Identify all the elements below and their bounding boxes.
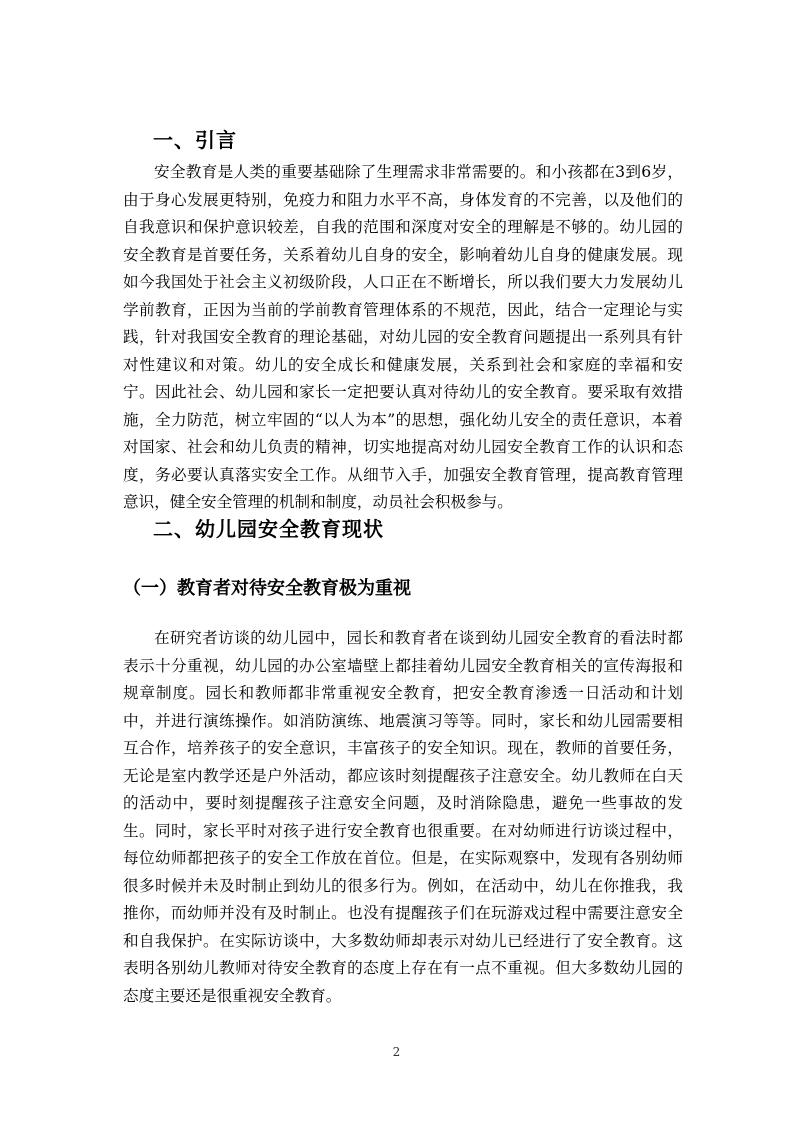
subsection-heading-educators-value-safety: （一）教育者对待安全教育极为重视 [123, 578, 411, 599]
page-number: 2 [392, 1045, 401, 1059]
introduction-paragraph: 安全教育是人类的重要基础除了生理需求非常需要的。和小孩都在3到6岁，由于身心发展更特别，免疫力和阻力水平不高，身体发育的不完善，以及他们的自我意识和保护意识较差，自我的范围和深度对安全的理解是不够的。幼儿园的安全教育是首要任务，关系着幼儿自身的安全，影响着幼儿自身的健康发展。现如今我国处于社会主义初级阶段，人口正在不断增长，所以我们要大力发展幼儿学前教育，正因为当前的学前教育管理体系的不规范，因此，结合一定理论与实践，针对我国安全教育的理论基础，对幼儿园的安全教育问题提出一系列具有针对性建议和对策。幼儿的安全成长和健康发展，关系到社会和家庭的幸福和安宁。因此社会、幼儿园和家长一定把要认真对待幼儿的安全教育。要采取有效措施，全力防范，树立牢固的“以人为本”的思想，强化幼儿安全的责任意识，本着对国家、社会和幼儿负责的精神，切实地提高对幼儿园安全教育工作的认识和态度，务必要认真落实安全工作。从细节入手，加强安全教育管理，提高教育管理意识，健全安全管理的机制和制度，动员社会积极参与。 [123, 163, 683, 511]
educators-value-safety-paragraph: 在研究者访谈的幼儿园中，园长和教育者在谈到幼儿园安全教育的看法时都表示十分重视，幼儿园的办公室墙壁上都挂着幼儿园安全教育相关的宣传海报和规章制度。园长和教师都非常重视安全教育，把安全教育渗透一日活动和计划中，并进行演练操作。如消防演练、地震演习等等。同时，家长和幼儿园需要相互合作，培养孩子的安全意识，丰富孩子的安全知识。现在，教师的首要任务，无论是室内教学还是户外活动，都应该时刻提醒孩子注意安全。幼儿教师在白天的活动中，要时刻提醒孩子注意安全问题，及时消除隐患，避免一些事故的发生。同时，家长平时对孩子进行安全教育也很重要。在对幼师进行访谈过程中，每位幼师都把孩子的安全工作放在首位。但是，在实际观察中，发现有各别幼师很多时候并未及时制止到幼儿的很多行为。例如，在活动中，幼儿在你推我，我推你，而幼师并没有及时制止。也没有提醒孩子们在玩游戏过程中需要注意安全和自我保护。在实际访谈中，大多数幼师却表示对幼儿已经进行了安全教育。这表明各别幼儿教师对待安全教育的态度上存在有一点不重视。但大多数幼儿园的态度主要还是很重视安全教育。 [123, 629, 683, 1005]
section-heading-current-status: 二、幼儿园安全教育现状 [153, 517, 384, 541]
section-heading-introduction: 一、引言 [153, 128, 237, 152]
